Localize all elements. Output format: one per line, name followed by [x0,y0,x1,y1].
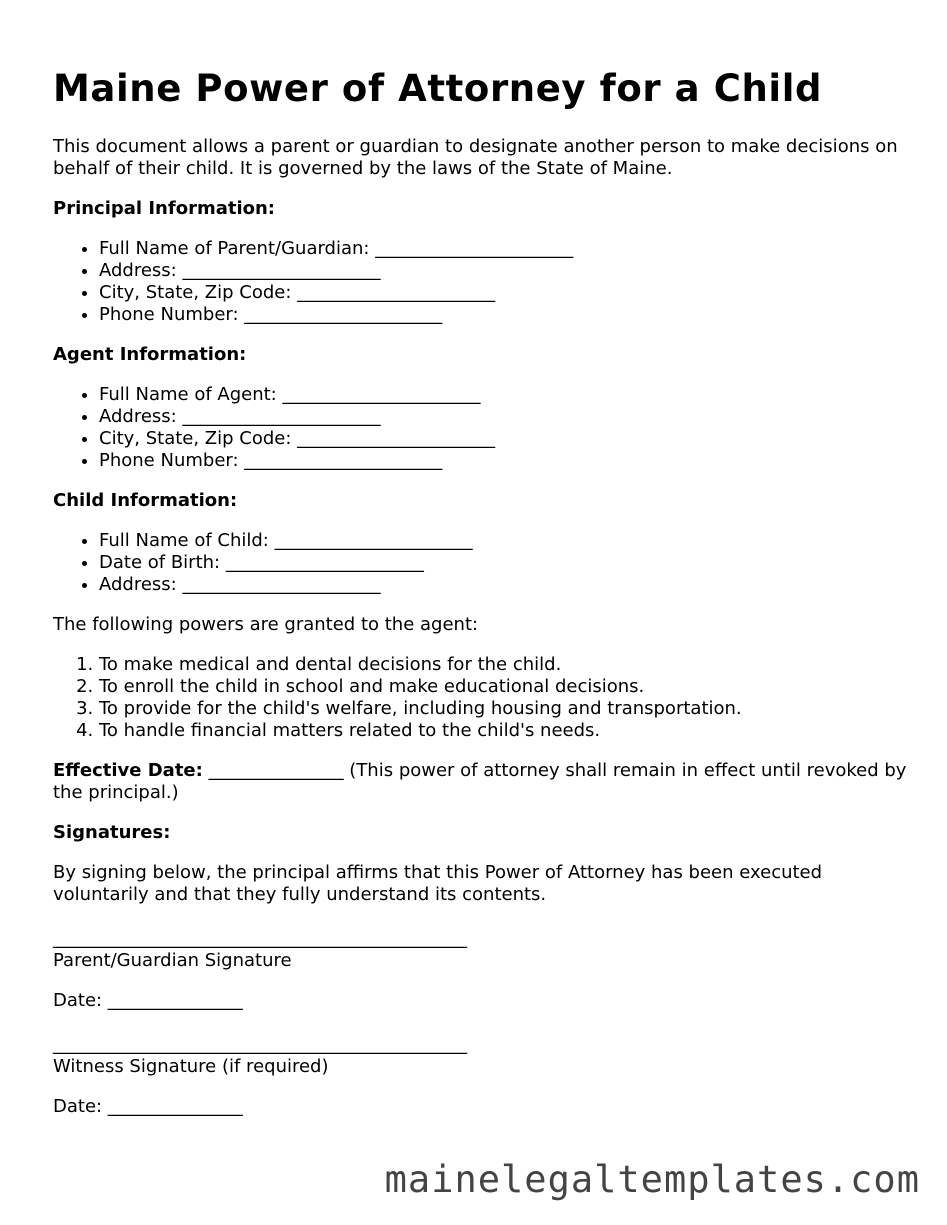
list-item: • Full Name of Child: ______________________ [99,530,913,552]
powers-intro: The following powers are granted to the agent: [53,614,479,635]
list-item: • City, State, Zip Code: ______________________ [99,282,913,304]
signatures-heading: Signatures: [53,822,171,843]
effective-date [53,760,913,804]
list-item: • Date of Birth: ______________________ [99,552,913,574]
powers-list [53,654,913,742]
document-page [53,64,913,1118]
list-item: • Phone Number: ______________________ [99,304,913,326]
witness-signature-line: ______________________________________________ [53,1034,467,1055]
agent-list [53,384,913,472]
list-item: 1. To make medical and dental decisions for the child. [99,654,913,676]
list-item: • City, State, Zip Code: ______________________ [99,428,913,450]
list-item: • Address: ______________________ [99,260,913,282]
witness-date-line: Date: _______________ [53,1096,243,1117]
list-item: • Address: ______________________ [99,406,913,428]
principal-list [53,238,913,326]
page-title: Maine Power of Attorney for a Child [53,67,823,110]
list-item: 3. To provide for the child's welfare, including housing and transportation. [99,698,913,720]
list-item: • Full Name of Agent: ______________________ [99,384,913,406]
list-item: • Full Name of Parent/Guardian: ______________________ [99,238,913,260]
parent-signature-label: Parent/Guardian Signature [53,950,292,971]
principal-heading: Principal Information: [53,198,276,219]
witness-signature-label: Witness Signature (if required) [53,1056,329,1077]
list-item: 4. To handle financial matters related to the child's needs. [99,720,913,742]
child-heading: Child Information: [53,490,238,511]
signatures-statement: By signing below, the principal affirms that this Power of Attorney has been executed voluntarily and that they fully understand its contents. [53,862,823,905]
parent-date-line: Date: _______________ [53,990,243,1011]
list-item: • Address: ______________________ [99,574,913,596]
effective-date-label: Effective Date: [53,760,203,781]
child-list [53,530,913,596]
agent-heading: Agent Information: [53,344,247,365]
intro-paragraph: This document allows a parent or guardian to designate another person to make decisions on behalf of their child. It is governed by the laws of the State of Maine. [53,136,898,179]
effective-date-text: _______________ (This power of attorney shall remain in effect until revoked by the principal.) [53,760,907,803]
watermark: mainelegaltemplates.com [384,1158,920,1201]
list-item: • Phone Number: ______________________ [99,450,913,472]
parent-signature-line: ______________________________________________ [53,928,467,949]
list-item: 2. To enroll the child in school and make educational decisions. [99,676,913,698]
